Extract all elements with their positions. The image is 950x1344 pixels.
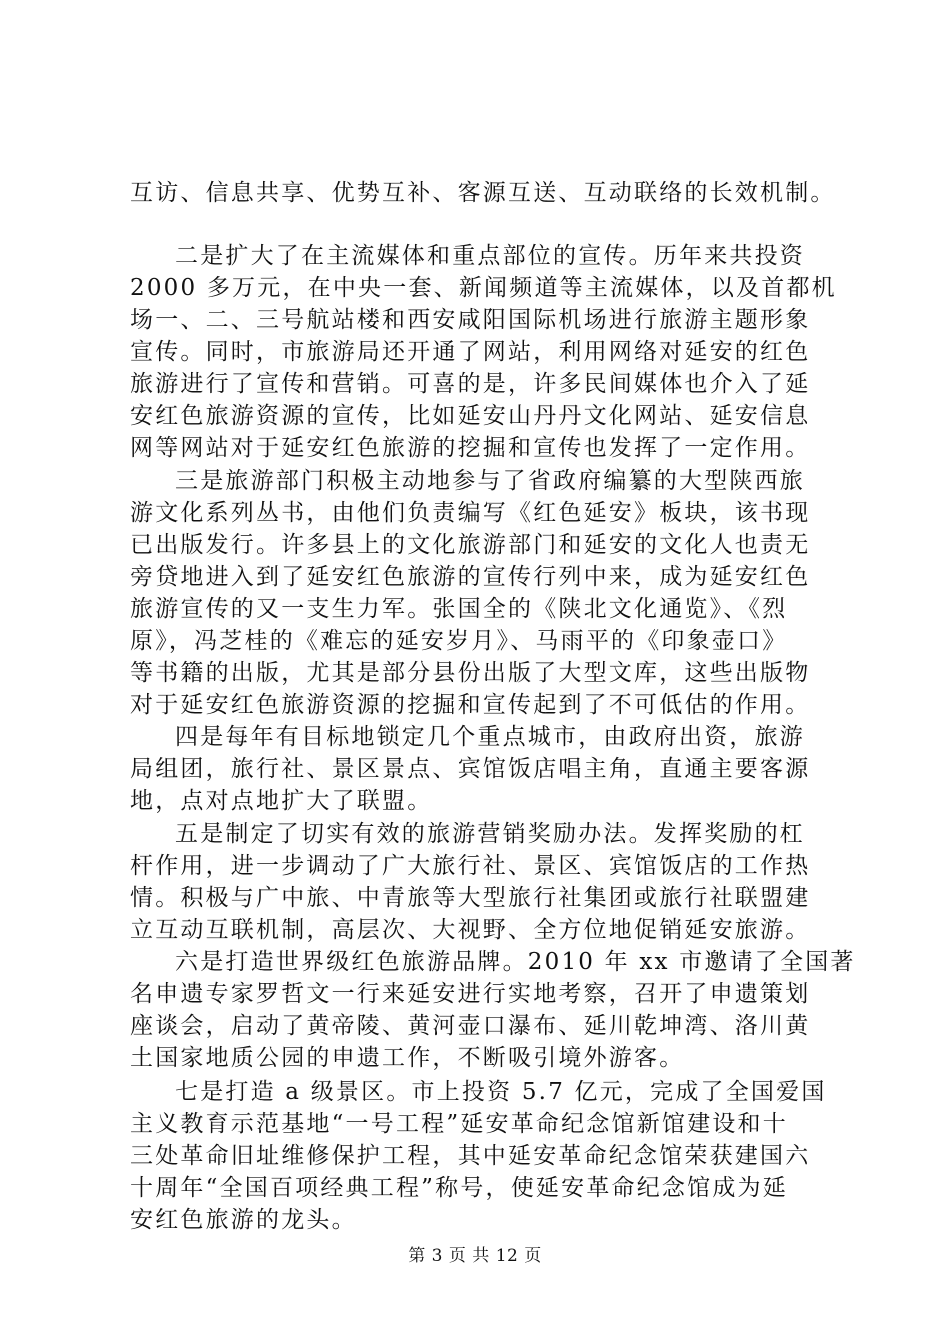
text-line: 十周年“全国百项经典工程”称号，使延安革命纪念馆成为延 [130, 1175, 788, 1201]
text-line: 土国家地质公园的申遗工作，不断吸引境外游客。 [130, 1045, 685, 1071]
text-line: 座谈会，启动了黄帝陵、黄河壶口瀑布、延川乾坤湾、洛川黄 [130, 1013, 811, 1039]
text-line: 场一、二、三号航站楼和西安咸阳国际机场进行旅游主题形象 [130, 307, 811, 333]
text-line: 杆作用，进一步调动了广大旅行社、景区、宾馆饭店的工作热 [130, 853, 811, 879]
text-line: 名申遗专家罗哲文一行来延安进行实地考察，召开了申遗策划 [130, 981, 811, 1007]
text-line: 二是扩大了在主流媒体和重点部位的宣传。历年来共投资 [175, 243, 805, 269]
text-line: 旁贷地进入到了延安红色旅游的宣传行列中来，成为延安红色 [130, 564, 811, 590]
text-line: 安红色旅游的龙头。 [130, 1207, 357, 1233]
text-line: 情。积极与广中旅、中青旅等大型旅行社集团或旅行社联盟建 [130, 885, 811, 911]
text-line: 六是打造世界级红色旅游品牌。2010 年 xx 市邀请了全国著 [175, 949, 856, 975]
text-line: 旅游宣传的又一支生力军。张国全的《陕北文化通览》、《烈 [130, 596, 788, 622]
text-line: 地，点对点地扩大了联盟。 [130, 788, 433, 814]
text-line: 网等网站对于延安红色旅游的挖掘和宣传也发挥了一定作用。 [130, 435, 811, 461]
text-line: 已出版发行。许多县上的文化旅游部门和延安的文化人也责无 [130, 532, 811, 558]
text-line: 三处革命旧址维修保护工程，其中延安革命纪念馆荣获建国六 [130, 1143, 811, 1169]
text-line: 三是旅游部门积极主动地参与了省政府编纂的大型陕西旅 [175, 468, 805, 494]
text-line: 原》，冯芝桂的《难忘的延安岁月》、马雨平的《印象壶口》 [130, 628, 788, 654]
text-line: 2000 多万元，在中央一套、新闻频道等主流媒体，以及首都机 [130, 275, 837, 301]
text-line: 七是打造 a 级景区。市上投资 5.7 亿元，完成了全国爱国 [175, 1079, 827, 1105]
text-line: 五是制定了切实有效的旅游营销奖励办法。发挥奖励的杠 [175, 821, 805, 847]
text-line: 游文化系列丛书，由他们负责编写《红色延安》板块，该书现 [130, 500, 811, 526]
text-line: 等书籍的出版，尤其是部分县份出版了大型文库，这些出版物 [130, 660, 811, 686]
text-line: 宣传。同时，市旅游局还开通了网站，利用网络对延安的红色 [130, 339, 811, 365]
text-line: 对于延安红色旅游资源的挖掘和宣传起到了不可低估的作用。 [130, 692, 811, 718]
text-line: 立互动互联机制，高层次、大视野、全方位地促销延安旅游。 [130, 917, 811, 943]
text-line: 安红色旅游资源的宣传，比如延安山丹丹文化网站、延安信息 [130, 403, 811, 429]
text-line: 局组团，旅行社、景区景点、宾馆饭店唱主角，直通主要客源 [130, 756, 811, 782]
text-line: 互访、信息共享、优势互补、客源互送、互动联络的长效机制。 [130, 180, 836, 206]
text-line: 四是每年有目标地锁定几个重点城市，由政府出资，旅游 [175, 724, 805, 750]
text-line: 主义教育示范基地“一号工程”延安革命纪念馆新馆建设和十 [130, 1111, 788, 1137]
page-number-footer: 第 3 页 共 12 页 [408, 1246, 542, 1266]
text-line: 旅游进行了宣传和营销。可喜的是，许多民间媒体也介入了延 [130, 371, 811, 397]
